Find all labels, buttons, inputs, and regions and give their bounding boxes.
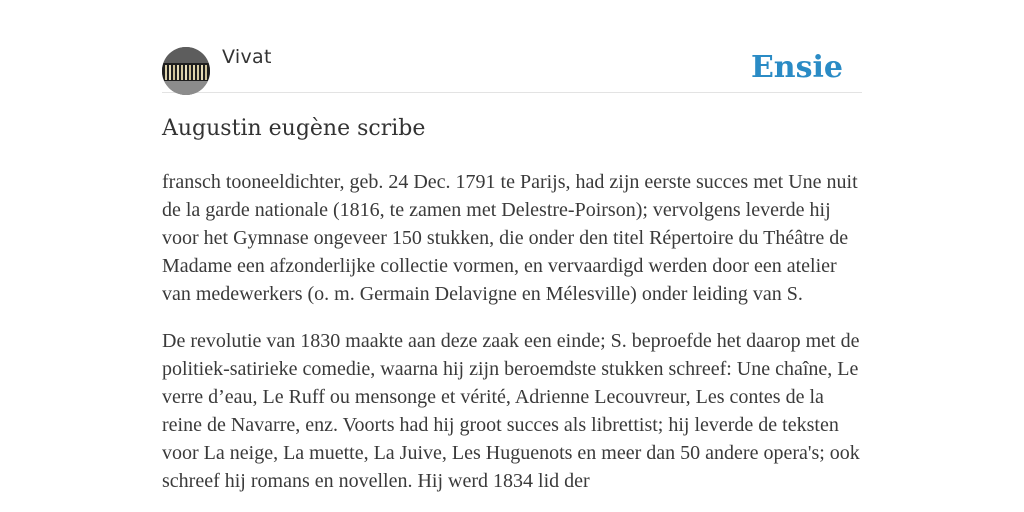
article-paragraph: fransch tooneeldichter, geb. 24 Dec. 1791 te Parijs, had zijn eerste succes met Une nuit de la garde nationale (1816, te zamen met Delestre-Poirson); vervolgens leverde hij voor het Gymnase ongeveer 150 stukken, die onder den titel Répertoire du Théâtre de Madame een afzonderlijke collectie vormen, en vervaardigd werden door een atelier van medewerkers (o. m. Germain Delavigne en Mélesville) onder leiding van S.: [162, 171, 858, 305]
author-avatar[interactable]: [162, 47, 210, 95]
header: [162, 46, 862, 93]
author-name[interactable]: Vivat: [222, 46, 272, 68]
article-title: Augustin eugène scribe: [162, 116, 426, 141]
brand-logo[interactable]: Ensie: [750, 50, 843, 85]
bookshelf-icon: [162, 47, 210, 95]
article-paragraph: De revolutie van 1830 maakte aan deze zaak een einde; S. beproefde het daarop met de politiek-satirieke comedie, waarna hij zijn beroemdste stukken schreef: Une chaîne, Le verre d’eau, Le Ruff ou mensonge et vérité, Adrienne Lecouvreur, Les contes de la reine de Navarre, enz. Voorts had hij groot succes als librettist; hij leverde de teksten voor La neige, La muette, La Juive, Les Huguenots en meer dan 50 andere opera's; ook schreef hij romans en novellen. Hij werd 1834 lid der: [162, 330, 860, 492]
article-body: [162, 168, 862, 512]
